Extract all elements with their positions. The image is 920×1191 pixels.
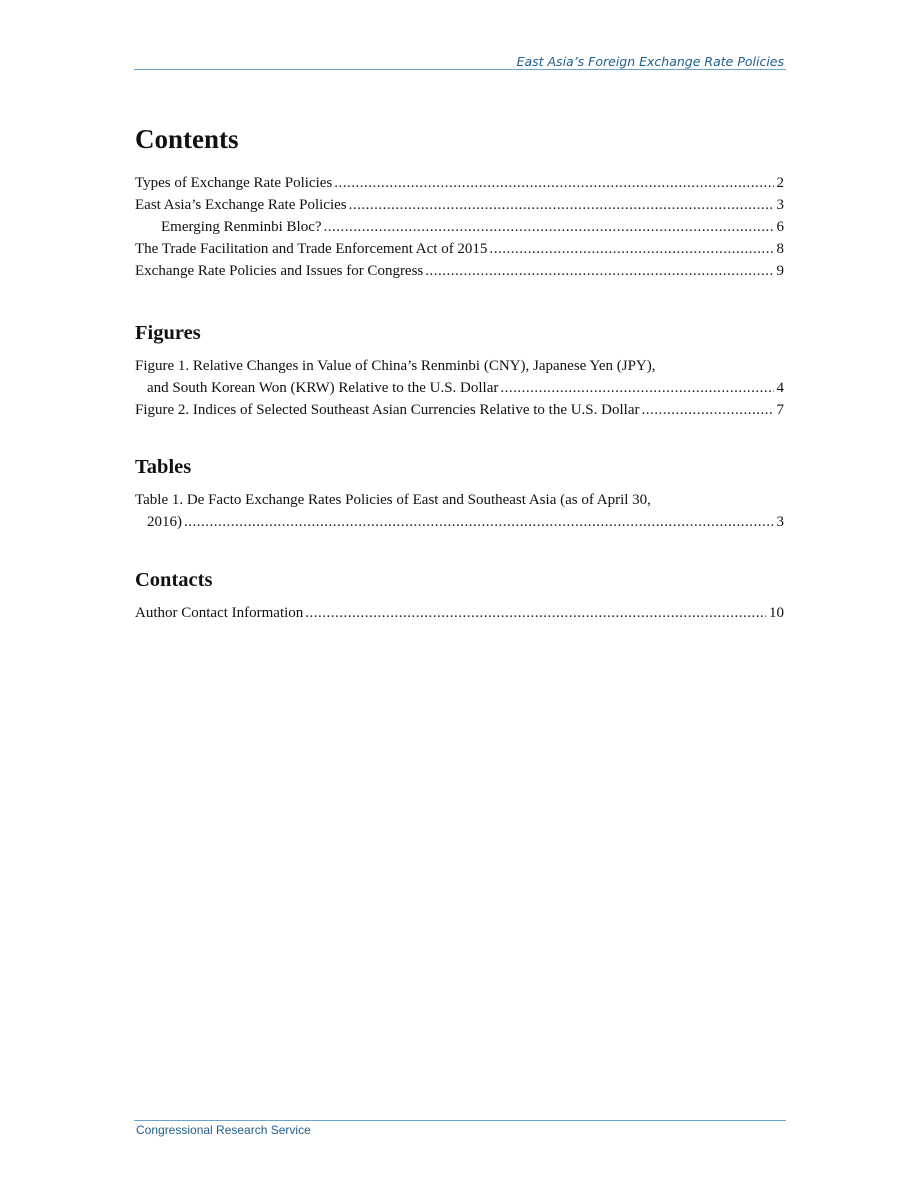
toc-entry-text: Exchange Rate Policies and Issues for Congress [135,263,424,279]
header-rule [134,69,786,70]
contents-list [135,172,784,282]
dot-leader [334,172,773,194]
dot-leader [489,238,773,260]
contacts-heading: Contacts [135,569,213,591]
toc-page-number: 9 [776,263,784,279]
figures-list [135,355,784,421]
toc-entry-text-continued: 2016) [147,514,182,530]
toc-entry-emerging-renminbi-bloc[interactable] [135,216,784,238]
running-header: East Asia’s Foreign Exchange Rate Policies [516,54,784,69]
dot-leader [641,399,773,421]
toc-entry-text: The Trade Facilitation and Trade Enforcement Act of 2015 [135,241,488,257]
footer-rule [134,1120,786,1121]
toc-entry-east-asia-exchange-rate-policies[interactable] [135,194,784,216]
tables-heading: Tables [135,456,192,478]
toc-page-number: 10 [769,605,784,621]
dot-leader [500,377,773,399]
toc-entry-text: Figure 1. Relative Changes in Value of China’s Renminbi (CNY), Japanese Yen (JPY), [135,358,656,374]
figures-heading: Figures [135,322,201,344]
dot-leader [349,194,774,216]
toc-entry-text: Table 1. De Facto Exchange Rates Policies of East and Southeast Asia (as of April 30, [135,492,651,508]
toc-entry-figure-2[interactable] [135,399,784,421]
toc-entry-table-1[interactable] [135,489,784,533]
toc-entry-types-of-exchange-rate-policies[interactable] [135,172,784,194]
toc-entry-text-continued: and South Korean Won (KRW) Relative to the U.S. Dollar [147,380,499,396]
footer-label: Congressional Research Service [136,1123,311,1137]
toc-entry-trade-facilitation-act[interactable] [135,238,784,260]
toc-entry-text: Emerging Renminbi Bloc? [161,219,322,235]
dot-leader [425,260,773,282]
toc-page-number: 3 [776,514,784,530]
toc-page-number: 4 [776,380,784,396]
tables-list [135,489,784,533]
toc-entry-text: East Asia’s Exchange Rate Policies [135,197,347,213]
dot-leader [184,511,774,533]
toc-entry-figure-1[interactable] [135,355,784,399]
contents-title: Contents [135,124,239,154]
toc-page-number: 3 [776,197,784,213]
toc-entry-text: Types of Exchange Rate Policies [135,175,333,191]
toc-page-number: 6 [776,219,784,235]
contacts-list [135,602,784,624]
dot-leader [324,216,774,238]
toc-entry-issues-for-congress[interactable] [135,260,784,282]
toc-page-number: 8 [776,241,784,257]
toc-page-number: 7 [776,402,784,418]
toc-entry-text: Author Contact Information [135,605,304,621]
toc-entry-author-contact-information[interactable] [135,602,784,624]
toc-entry-text: Figure 2. Indices of Selected Southeast Asian Currencies Relative to the U.S. Dollar [135,402,640,418]
toc-page-number: 2 [776,175,784,191]
dot-leader [305,602,766,624]
